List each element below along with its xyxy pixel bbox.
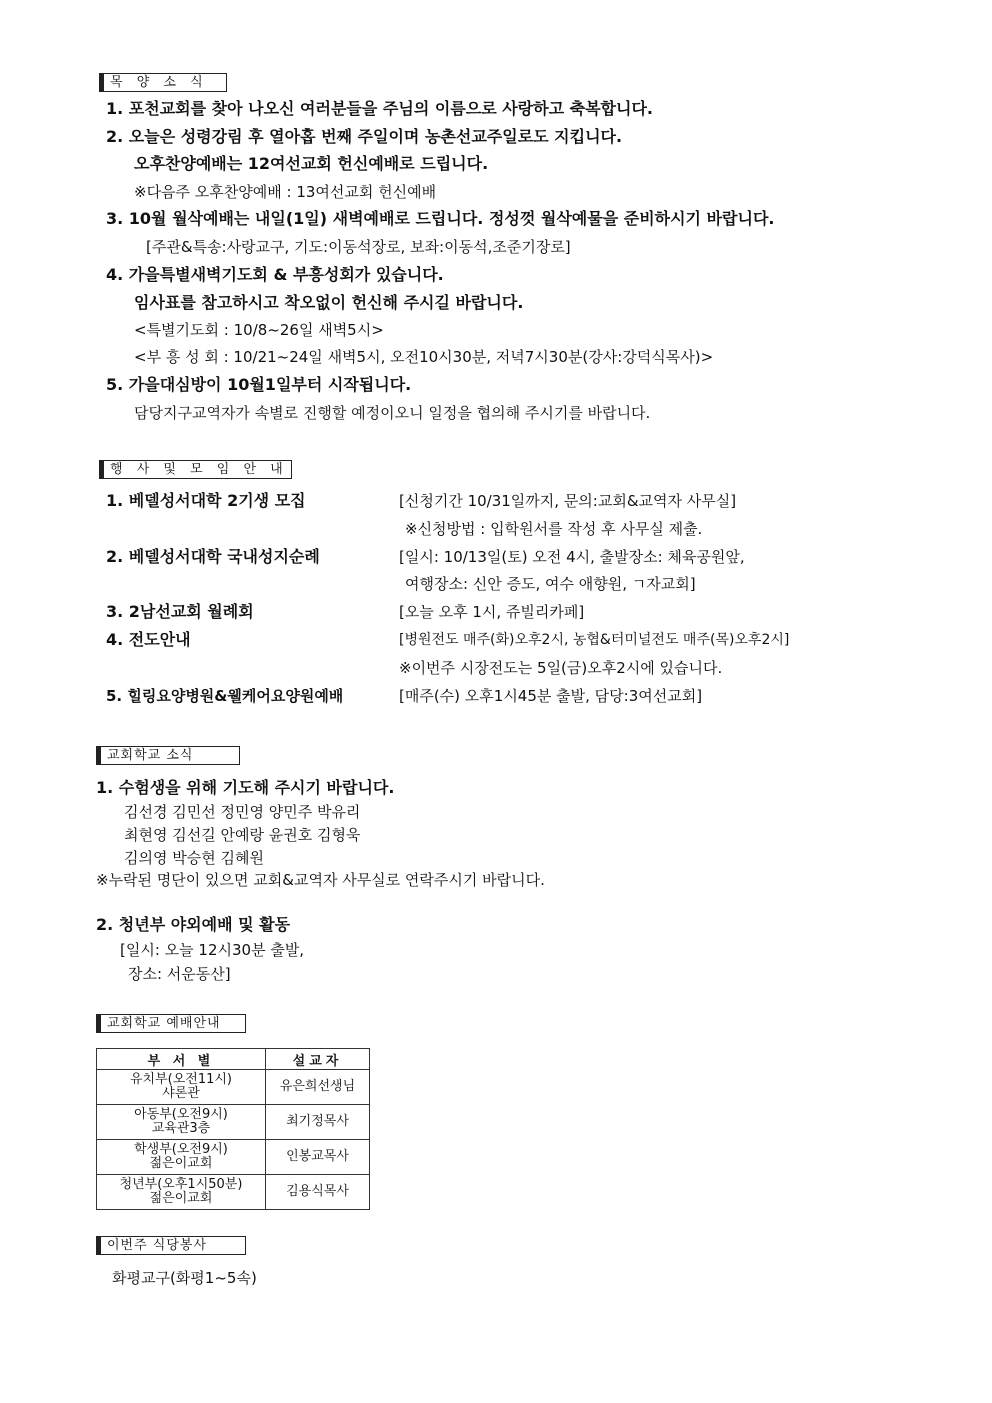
preacher-cell: 인봉교목사 [266, 1140, 370, 1175]
table-row [97, 1175, 370, 1210]
pastoral-item-1: 1. 포천교회를 찾아 나오신 여러분들을 주님의 이름으로 사랑하고 축복합니다. [106, 99, 653, 118]
kitchen-service-team: 화평교구(화평1~5속) [112, 1269, 257, 1287]
exam-names-note: ※누락된 명단이 있으면 교회&교역자 사무실로 연락주시기 바랍니다. [96, 871, 545, 889]
department-place: 교육관3층 [151, 1121, 211, 1136]
column-header-preacher: 설교자 [266, 1049, 370, 1070]
event-label-5: 5. 힐링요양병원&웰케어요양원예배 [106, 687, 344, 705]
event-detail-4: [병원전도 매주(화)오후2시, 농협&터미널전도 매주(목)오후2시] [399, 632, 790, 648]
school-item-2: 2. 청년부 야외예배 및 활동 [96, 915, 291, 934]
exam-names-row-2: 최현영 김선길 안예랑 윤권호 김형욱 [124, 826, 361, 844]
pastoral-item-5: 5. 가을대심방이 10월1일부터 시작됩니다. [106, 375, 412, 394]
department-place: 젊은이교회 [149, 1191, 213, 1206]
section-header-events: 행 사 및 모 임 안 내 [99, 460, 292, 479]
exam-names-row-1: 김선경 김민선 정민영 양민주 박유리 [124, 803, 361, 821]
preacher-cell: 유은희선생님 [266, 1070, 370, 1105]
school-worship-table [96, 1048, 370, 1210]
event-detail-4-note: ※이번주 시장전도는 5일(금)오후2시에 있습니다. [399, 659, 723, 677]
school-item-1: 1. 수험생을 위해 기도해 주시기 바랍니다. [96, 778, 395, 797]
event-label-4: 4. 전도안내 [106, 630, 191, 649]
department-place: 샤론관 [162, 1086, 200, 1101]
section-header-school-worship: 교회학교 예배안내 [96, 1014, 246, 1033]
event-label-3: 3. 2남선교회 월례회 [106, 602, 254, 621]
department-place: 젊은이교회 [149, 1156, 213, 1171]
event-detail-2-note: 여행장소: 신안 증도, 여수 애향원, ㄱ자교회] [405, 575, 696, 593]
table-row [97, 1070, 370, 1105]
event-label-2: 2. 베델성서대학 국내성지순례 [106, 547, 320, 566]
pastoral-item-3: 3. 10월 월삭예배는 내일(1일) 새벽예배로 드립니다. 정성껏 월삭예물을 준비하시기 바랍니다. [106, 209, 775, 228]
department-cell [97, 1070, 266, 1105]
department-name: 청년부(오후1시50분) [119, 1177, 243, 1192]
department-name: 아동부(오전9시) [134, 1107, 228, 1122]
pastoral-item-2-note: ※다음주 오후찬양예배 : 13여선교회 헌신예배 [134, 183, 437, 201]
pastoral-item-2-line2: 오후찬양예배는 12여선교회 헌신예배로 드립니다. [134, 154, 489, 173]
pastoral-item-4-revival: <부 흥 성 회 : 10/21~24일 새벽5시, 오전10시30분, 저녁7시30분(강사:강덕식목사)> [134, 348, 714, 366]
youth-outing-place: 장소: 서운동산] [128, 965, 231, 983]
section-header-church-school-news: 교회학교 소식 [96, 746, 240, 765]
table-row [97, 1140, 370, 1175]
department-name: 유치부(오전11시) [129, 1072, 233, 1087]
section-header-kitchen-service: 이번주 식당봉사 [96, 1236, 246, 1255]
table-header-row [97, 1049, 370, 1070]
preacher-cell: 최기정목사 [266, 1105, 370, 1140]
pastoral-item-4: 4. 가을특별새벽기도회 & 부흥성회가 있습니다. [106, 265, 444, 284]
pastoral-item-4-prayer: <특별기도회 : 10/8~26일 새벽5시> [134, 321, 384, 339]
event-detail-1: [신청기간 10/31일까지, 문의:교회&교역자 사무실] [399, 492, 737, 510]
pastoral-item-5-line2: 담당지구교역자가 속별로 진행할 예정이오니 일정을 협의해 주시기를 바랍니다. [134, 404, 651, 422]
table-row [97, 1105, 370, 1140]
section-header-pastoral-news: 목 양 소 식 [99, 73, 227, 92]
pastoral-item-3-note: [주관&특송:사랑교구, 기도:이동석장로, 보좌:이동석,조준기장로] [146, 238, 571, 256]
department-cell [97, 1175, 266, 1210]
preacher-cell: 김용식목사 [266, 1175, 370, 1210]
pastoral-item-2: 2. 오늘은 성령강림 후 열아홉 번째 주일이며 농촌선교주일로도 지킵니다. [106, 127, 623, 146]
exam-names-row-3: 김의영 박승현 김혜원 [124, 849, 264, 867]
event-detail-1-note: ※신청방법 : 입학원서를 작성 후 사무실 제출. [405, 520, 703, 538]
event-label-1: 1. 베델성서대학 2기생 모집 [106, 491, 306, 510]
department-cell [97, 1140, 266, 1175]
event-detail-5: [매주(수) 오후1시45분 출발, 담당:3여선교회] [399, 687, 703, 705]
department-name: 학생부(오전9시) [134, 1142, 228, 1157]
event-detail-2: [일시: 10/13일(토) 오전 4시, 출발장소: 체육공원앞, [399, 548, 745, 566]
department-cell [97, 1105, 266, 1140]
youth-outing-time: [일시: 오늘 12시30분 출발, [120, 941, 305, 959]
column-header-department: 부 서 별 [97, 1049, 266, 1070]
pastoral-item-4-line2: 임사표를 참고하시고 착오없이 헌신해 주시길 바랍니다. [134, 293, 524, 312]
event-detail-3: [오늘 오후 1시, 쥬빌리카페] [399, 603, 585, 621]
